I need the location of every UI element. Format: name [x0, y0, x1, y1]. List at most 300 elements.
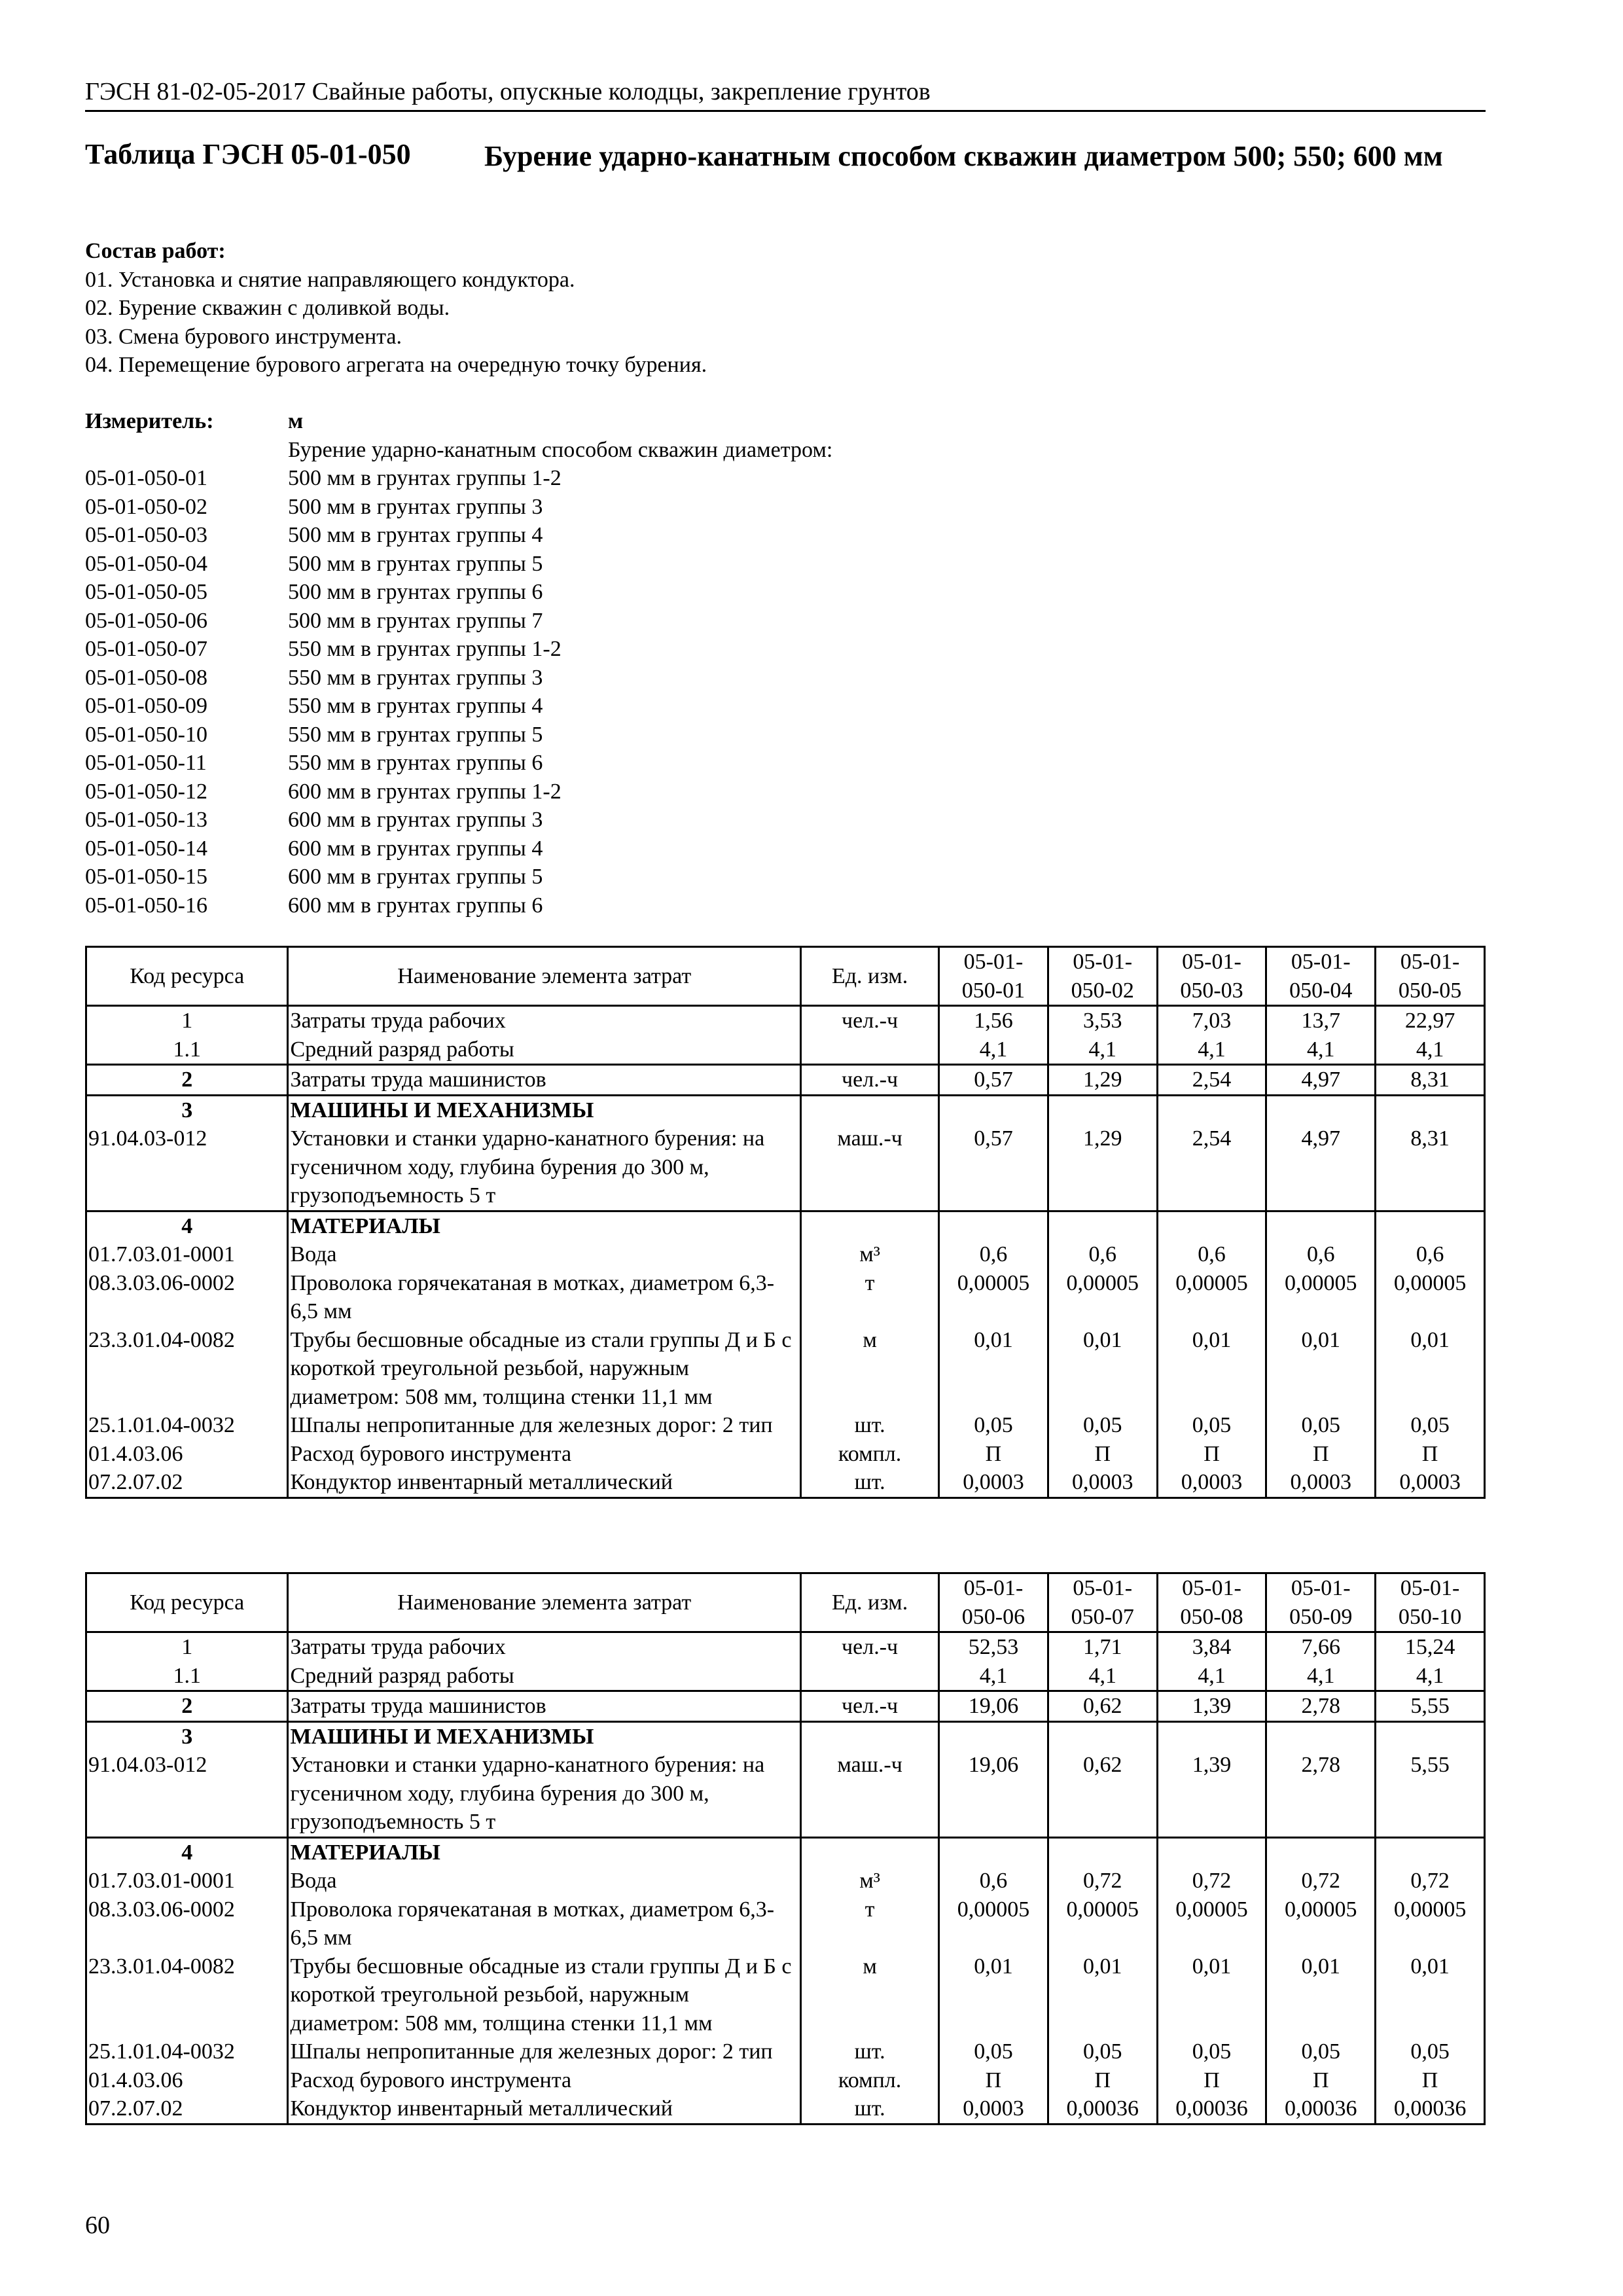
resource-value: 4,1: [1048, 1662, 1157, 1691]
resource-value: [1376, 1721, 1485, 1751]
header-column-code-line: 050-04: [1289, 978, 1353, 1003]
measure-row: [85, 806, 832, 834]
measure-desc: 550 мм в грунтах группы 6: [288, 751, 543, 775]
measure-code: 05-01-050-03: [85, 523, 207, 547]
measure-code: 05-01-050-11: [85, 751, 207, 775]
table-row: [86, 1095, 1485, 1124]
resource-unit: т: [801, 1269, 939, 1326]
resource-value: 0,0003: [939, 2094, 1048, 2124]
resource-table-1: [85, 946, 1486, 1499]
resource-value: [939, 1721, 1048, 1751]
resource-code: 07.2.07.02: [86, 2094, 288, 2124]
measure-row: [85, 692, 832, 721]
header-column-code-line: 050-08: [1180, 1604, 1243, 1629]
measure-desc: 550 мм в грунтах группы 5: [288, 722, 543, 747]
table-group: [86, 1721, 1485, 1837]
resource-value: 0,01: [1157, 1952, 1266, 2038]
resource-value: 19,06: [939, 1751, 1048, 1837]
resource-value: 0,0003: [1157, 1468, 1266, 1498]
resource-value: П: [1157, 1440, 1266, 1469]
resource-value: 4,1: [1157, 1662, 1266, 1691]
resource-value: 4,97: [1266, 1065, 1376, 1096]
resource-value: 0,00005: [1376, 1895, 1485, 1952]
resource-value: 1,71: [1048, 1632, 1157, 1662]
header-column-code-line: 05-01-: [1400, 950, 1460, 974]
resource-value: 0,6: [939, 1867, 1048, 1895]
table-row: [86, 1895, 1485, 1952]
resource-value: 0,01: [1266, 1952, 1376, 2038]
measure-section: [85, 407, 832, 920]
resource-value: 0,05: [1157, 1411, 1266, 1440]
measure-desc: 600 мм в грунтах группы 1-2: [288, 779, 562, 804]
resource-name: Затраты труда рабочих: [288, 1006, 801, 1035]
resource-unit: чел.-ч: [801, 1632, 939, 1662]
measure-desc: 500 мм в грунтах группы 3: [288, 494, 543, 519]
resource-value: [1157, 1211, 1266, 1240]
header-column-code-line: 05-01-: [1400, 1576, 1460, 1600]
table-row: [86, 1035, 1485, 1065]
header-code: Код ресурса: [86, 1573, 288, 1632]
resource-code: 2: [86, 1691, 288, 1722]
header-column-code-line: 050-03: [1180, 978, 1243, 1003]
header-code: Код ресурса: [86, 947, 288, 1006]
resource-value: 0,01: [1266, 1326, 1376, 1412]
resource-unit: чел.-ч: [801, 1691, 939, 1722]
resource-unit: [801, 1035, 939, 1065]
header-column-code: [939, 1573, 1048, 1632]
measure-row: [85, 749, 832, 778]
measure-code: 05-01-050-15: [85, 865, 207, 889]
resource-value: П: [1376, 1440, 1485, 1469]
header-column-code: [1376, 947, 1485, 1006]
resource-code: 1: [86, 1006, 288, 1035]
resource-value: 0,00036: [1266, 2094, 1376, 2124]
resource-name: МАТЕРИАЛЫ: [288, 1837, 801, 1867]
resource-name: МАШИНЫ И МЕХАНИЗМЫ: [288, 1721, 801, 1751]
measure-row: [85, 891, 832, 920]
resource-name: Расход бурового инструмента: [288, 2066, 801, 2095]
resource-name: Средний разряд работы: [288, 1035, 801, 1065]
table-row: [86, 1440, 1485, 1469]
resource-value: [1376, 1095, 1485, 1124]
resource-value: 7,66: [1266, 1632, 1376, 1662]
resource-value: 22,97: [1376, 1006, 1485, 1035]
measure-code: 05-01-050-04: [85, 551, 207, 576]
resource-unit: компл.: [801, 2066, 939, 2095]
measure-code: 05-01-050-02: [85, 494, 207, 519]
table-row: [86, 1867, 1485, 1895]
resource-value: 0,00005: [939, 1269, 1048, 1326]
resource-value: 0,01: [1157, 1326, 1266, 1412]
resource-value: 4,1: [1266, 1662, 1376, 1691]
resource-value: П: [1376, 2066, 1485, 2095]
resource-unit: м: [801, 1326, 939, 1412]
resource-value: 0,01: [939, 1952, 1048, 2038]
resource-name: Затраты труда рабочих: [288, 1632, 801, 1662]
measure-description: Бурение ударно-канатным способом скважин диаметром:: [288, 437, 833, 462]
composition-item: 03. Смена бурового инструмента.: [85, 324, 402, 349]
resource-value: 0,05: [939, 2037, 1048, 2066]
resource-code: 1.1: [86, 1662, 288, 1691]
resource-value: 0,00005: [1266, 1269, 1376, 1326]
table-row: [86, 2037, 1485, 2066]
table-group: [86, 1837, 1485, 2124]
resource-unit: маш.-ч: [801, 1124, 939, 1211]
resource-code: 07.2.07.02: [86, 1468, 288, 1498]
composition-item: 01. Установка и снятие направляющего кондуктора.: [85, 267, 575, 292]
resource-unit: [801, 1721, 939, 1751]
resource-value: 0,6: [1266, 1240, 1376, 1269]
measure-desc: 600 мм в грунтах группы 4: [288, 836, 543, 861]
resource-value: [1157, 1095, 1266, 1124]
measure-row: [85, 834, 832, 863]
header-column-code-line: 050-02: [1071, 978, 1134, 1003]
measure-code: 05-01-050-07: [85, 637, 207, 661]
header-column-code-line: 05-01-: [1073, 950, 1133, 974]
resource-value: 0,62: [1048, 1751, 1157, 1837]
table-row: [86, 2094, 1485, 2124]
header-unit: Ед. изм.: [801, 1573, 939, 1632]
resource-unit: [801, 1211, 939, 1240]
resource-unit: чел.-ч: [801, 1006, 939, 1035]
resource-value: 0,6: [1048, 1240, 1157, 1269]
measure-label: Измеритель:: [85, 409, 214, 433]
measure-row: [85, 778, 832, 806]
resource-value: П: [1048, 2066, 1157, 2095]
resource-name: Вода: [288, 1240, 801, 1269]
measure-desc: 600 мм в грунтах группы 3: [288, 808, 543, 832]
resource-name: Средний разряд работы: [288, 1662, 801, 1691]
header-column-code-line: 05-01-: [1073, 1576, 1133, 1600]
measure-code: 05-01-050-16: [85, 893, 207, 918]
resource-table-2: [85, 1572, 1486, 2125]
table-group: [86, 1632, 1485, 1691]
header-name: Наименование элемента затрат: [288, 1573, 801, 1632]
resource-value: [1266, 1211, 1376, 1240]
table-row: [86, 1751, 1485, 1837]
resource-value: 0,00005: [1266, 1895, 1376, 1952]
resource-code: 23.3.01.04-0082: [86, 1326, 288, 1412]
resource-value: 3,53: [1048, 1006, 1157, 1035]
resource-code: 25.1.01.04-0032: [86, 1411, 288, 1440]
resource-value: 0,00005: [1157, 1895, 1266, 1952]
resource-name: Трубы бесшовные обсадные из стали группы Д и Б с короткой треугольной резьбой, наружным диаметром: 508 мм, толщина стенки 11,1 мм: [288, 1952, 801, 2038]
resource-value: [1048, 1095, 1157, 1124]
resource-code: 2: [86, 1065, 288, 1096]
header-column-code-line: 05-01-: [963, 1576, 1024, 1600]
resource-value: П: [1157, 2066, 1266, 2095]
header-column-code-line: 05-01-: [1291, 950, 1351, 974]
header-column-code-line: 050-10: [1398, 1604, 1462, 1629]
table-group: [86, 1211, 1485, 1498]
resource-unit: [801, 1095, 939, 1124]
resource-value: 0,01: [1376, 1326, 1485, 1412]
resource-value: 4,1: [1376, 1035, 1485, 1065]
table-row: [86, 1632, 1485, 1662]
resource-value: [1376, 1837, 1485, 1867]
table-header-row: [86, 1573, 1485, 1632]
resource-value: 0,6: [1376, 1240, 1485, 1269]
measure-row: [85, 635, 832, 664]
header-column-code-line: 05-01-: [1182, 950, 1241, 974]
resource-value: 1,39: [1157, 1691, 1266, 1722]
running-header: ГЭСН 81-02-05-2017 Свайные работы, опускные колодцы, закрепление грунтов: [85, 77, 1486, 112]
resource-value: 0,05: [939, 1411, 1048, 1440]
table-group: [86, 1691, 1485, 1722]
header-column-code: [1376, 1573, 1485, 1632]
resource-value: 13,7: [1266, 1006, 1376, 1035]
resource-unit: шт.: [801, 1411, 939, 1440]
resource-value: 0,01: [1048, 1326, 1157, 1412]
resource-name: Вода: [288, 1867, 801, 1895]
table-row: [86, 1691, 1485, 1722]
resource-name: Затраты труда машинистов: [288, 1065, 801, 1096]
resource-value: [1048, 1721, 1157, 1751]
measure-code: 05-01-050-12: [85, 779, 207, 804]
measure-code: 05-01-050-08: [85, 665, 207, 690]
resource-value: 1,29: [1048, 1124, 1157, 1211]
resource-value: 0,57: [939, 1065, 1048, 1096]
resource-value: 2,54: [1157, 1124, 1266, 1211]
measure-row: [85, 664, 832, 692]
table-row: [86, 1006, 1485, 1035]
resource-code: 4: [86, 1837, 288, 1867]
resource-name: Установки и станки ударно-канатного бурения: на гусеничном ходу, глубина бурения до 300 м, грузоподъемность 5 т: [288, 1751, 801, 1837]
resource-value: 0,00005: [939, 1895, 1048, 1952]
resource-name: Проволока горячекатаная в мотках, диаметром 6,3-6,5 мм: [288, 1895, 801, 1952]
resource-value: 0,00005: [1376, 1269, 1485, 1326]
measure-desc: 500 мм в грунтах группы 1-2: [288, 466, 562, 490]
resource-value: 0,6: [939, 1240, 1048, 1269]
resource-value: 0,0003: [1376, 1468, 1485, 1498]
resource-value: 7,03: [1157, 1006, 1266, 1035]
resource-value: 0,05: [1376, 1411, 1485, 1440]
resource-unit: компл.: [801, 1440, 939, 1469]
resource-value: 0,00036: [1376, 2094, 1485, 2124]
resource-value: [1157, 1837, 1266, 1867]
measure-unit: м: [288, 409, 304, 433]
resource-unit: т: [801, 1895, 939, 1952]
page-number: 60: [85, 2212, 110, 2239]
table-row: [86, 1326, 1485, 1412]
resource-name: Проволока горячекатаная в мотках, диаметром 6,3-6,5 мм: [288, 1269, 801, 1326]
resource-value: П: [1048, 1440, 1157, 1469]
measure-desc: 550 мм в грунтах группы 1-2: [288, 637, 562, 661]
measure-row: [85, 550, 832, 579]
resource-code: 23.3.01.04-0082: [86, 1952, 288, 2038]
header-column-code-line: 05-01-: [1182, 1576, 1241, 1600]
resource-value: 8,31: [1376, 1124, 1485, 1211]
header-column-code-line: 05-01-: [963, 950, 1024, 974]
resource-value: 3,84: [1157, 1632, 1266, 1662]
resource-value: [1266, 1837, 1376, 1867]
table-code: Таблица ГЭСН 05-01-050: [85, 138, 411, 170]
table-group: [86, 1095, 1485, 1211]
resource-value: [1157, 1721, 1266, 1751]
resource-name: МАТЕРИАЛЫ: [288, 1211, 801, 1240]
measure-desc: 500 мм в грунтах группы 4: [288, 523, 543, 547]
resource-value: П: [1266, 2066, 1376, 2095]
measure-description-row: [85, 436, 832, 465]
resource-value: 0,57: [939, 1124, 1048, 1211]
resource-unit: шт.: [801, 2094, 939, 2124]
measure-row: [85, 721, 832, 749]
measure-code: 05-01-050-05: [85, 580, 207, 604]
resource-value: 0,0003: [1048, 1468, 1157, 1498]
measure-unit-row: [85, 407, 832, 436]
resource-code: 3: [86, 1721, 288, 1751]
header-column-code-line: 050-07: [1071, 1604, 1134, 1629]
resource-name: Шпалы непропитанные для железных дорог: 2 тип: [288, 1411, 801, 1440]
measure-code: 05-01-050-01: [85, 466, 207, 490]
table-row: [86, 1065, 1485, 1096]
resource-code: 3: [86, 1095, 288, 1124]
resource-code: 01.4.03.06: [86, 2066, 288, 2095]
resource-value: 0,72: [1048, 1867, 1157, 1895]
resource-unit: [801, 1662, 939, 1691]
resource-value: 0,05: [1048, 1411, 1157, 1440]
resource-value: 4,1: [939, 1662, 1048, 1691]
resource-value: 0,00036: [1157, 2094, 1266, 2124]
resource-value: 1,56: [939, 1006, 1048, 1035]
resource-value: 0,00036: [1048, 2094, 1157, 2124]
resource-value: 0,05: [1048, 2037, 1157, 2066]
measure-row: [85, 493, 832, 522]
table-row: [86, 1468, 1485, 1498]
resource-value: [1048, 1211, 1157, 1240]
resource-value: 0,01: [1048, 1952, 1157, 2038]
resource-unit: маш.-ч: [801, 1751, 939, 1837]
table-row: [86, 1662, 1485, 1691]
resource-value: [1266, 1095, 1376, 1124]
resource-value: 5,55: [1376, 1751, 1485, 1837]
resource-value: 0,00005: [1048, 1269, 1157, 1326]
resource-value: 15,24: [1376, 1632, 1485, 1662]
resource-unit: м³: [801, 1240, 939, 1269]
resource-code: 91.04.03-012: [86, 1124, 288, 1211]
resource-value: 2,54: [1157, 1065, 1266, 1096]
resource-unit: м: [801, 1952, 939, 2038]
measure-row: [85, 607, 832, 636]
header-column-code: [1157, 1573, 1266, 1632]
composition-heading: Состав работ:: [85, 239, 226, 263]
resource-value: 4,1: [1048, 1035, 1157, 1065]
measure-code: 05-01-050-10: [85, 722, 207, 747]
resource-unit: чел.-ч: [801, 1065, 939, 1096]
table-group: [86, 1006, 1485, 1065]
resource-value: 0,72: [1266, 1867, 1376, 1895]
measure-desc: 550 мм в грунтах группы 3: [288, 665, 543, 690]
header-column-code: [1266, 947, 1376, 1006]
resource-value: 4,1: [1266, 1035, 1376, 1065]
resource-code: 08.3.03.06-0002: [86, 1895, 288, 1952]
header-column-code-line: 05-01-: [1291, 1576, 1351, 1600]
header-column-code: [1048, 947, 1157, 1006]
work-composition: [85, 237, 707, 380]
resource-code: 1.1: [86, 1035, 288, 1065]
header-column-code: [1048, 1573, 1157, 1632]
measure-desc: 600 мм в грунтах группы 6: [288, 893, 543, 918]
resource-value: П: [1266, 1440, 1376, 1469]
header-column-code-line: 050-09: [1289, 1604, 1353, 1629]
header-column-code-line: 050-06: [961, 1604, 1026, 1629]
table-row: [86, 1837, 1485, 1867]
resource-unit: шт.: [801, 2037, 939, 2066]
table-name: Бурение ударно-канатным способом скважин диаметром 500; 550; 600 мм: [484, 140, 1443, 172]
resource-name: Установки и станки ударно-канатного бурения: на гусеничном ходу, глубина бурения до 300 м, грузоподъемность 5 т: [288, 1124, 801, 1211]
measure-code: 05-01-050-13: [85, 808, 207, 832]
resource-value: 0,0003: [939, 1468, 1048, 1498]
header-name: Наименование элемента затрат: [288, 947, 801, 1006]
table-row: [86, 1124, 1485, 1211]
resource-value: П: [939, 2066, 1048, 2095]
resource-value: 0,0003: [1266, 1468, 1376, 1498]
measure-row: [85, 863, 832, 891]
resource-name: Затраты труда машинистов: [288, 1691, 801, 1722]
resource-value: [1376, 1211, 1485, 1240]
resource-value: [1266, 1721, 1376, 1751]
resource-unit: м³: [801, 1867, 939, 1895]
table-row: [86, 1240, 1485, 1269]
resource-value: 2,78: [1266, 1691, 1376, 1722]
table-row: [86, 1721, 1485, 1751]
resource-value: 4,1: [939, 1035, 1048, 1065]
resource-value: [939, 1211, 1048, 1240]
header-column-code: [1266, 1573, 1376, 1632]
resource-value: 8,31: [1376, 1065, 1485, 1096]
resource-value: 0,05: [1266, 1411, 1376, 1440]
resource-value: П: [939, 1440, 1048, 1469]
resource-value: 1,29: [1048, 1065, 1157, 1096]
header-column-code-line: 050-05: [1398, 978, 1462, 1003]
measure-code: 05-01-050-06: [85, 608, 207, 633]
measure-desc: 500 мм в грунтах группы 5: [288, 551, 543, 576]
measure-code: 05-01-050-14: [85, 836, 207, 861]
resource-value: 5,55: [1376, 1691, 1485, 1722]
resource-name: Трубы бесшовные обсадные из стали группы Д и Б с короткой треугольной резьбой, наружным диаметром: 508 мм, толщина стенки 11,1 мм: [288, 1326, 801, 1412]
resource-code: 08.3.03.06-0002: [86, 1269, 288, 1326]
resource-value: 0,00005: [1048, 1895, 1157, 1952]
composition-item: 02. Бурение скважин с доливкой воды.: [85, 296, 450, 320]
resource-value: 1,39: [1157, 1751, 1266, 1837]
resource-name: Кондуктор инвентарный металлический: [288, 1468, 801, 1498]
header-column-code: [939, 947, 1048, 1006]
table-group: [86, 1065, 1485, 1096]
resource-value: 4,1: [1376, 1662, 1485, 1691]
resource-code: 01.7.03.01-0001: [86, 1867, 288, 1895]
resource-code: 4: [86, 1211, 288, 1240]
resource-value: [939, 1095, 1048, 1124]
resource-value: 0,72: [1157, 1867, 1266, 1895]
measure-desc: 500 мм в грунтах группы 7: [288, 608, 543, 633]
resource-value: 0,6: [1157, 1240, 1266, 1269]
resource-value: 52,53: [939, 1632, 1048, 1662]
resource-value: 0,00005: [1157, 1269, 1266, 1326]
resource-value: 0,62: [1048, 1691, 1157, 1722]
resource-value: 2,78: [1266, 1751, 1376, 1837]
measure-row: [85, 464, 832, 493]
table-row: [86, 1952, 1485, 2038]
resource-name: Кондуктор инвентарный металлический: [288, 2094, 801, 2124]
measure-row: [85, 521, 832, 550]
resource-code: 25.1.01.04-0032: [86, 2037, 288, 2066]
resource-unit: [801, 1837, 939, 1867]
resource-unit: шт.: [801, 1468, 939, 1498]
resource-value: 0,05: [1157, 2037, 1266, 2066]
measure-code: 05-01-050-09: [85, 694, 207, 718]
header-unit: Ед. изм.: [801, 947, 939, 1006]
measure-desc: 600 мм в грунтах группы 5: [288, 865, 543, 889]
